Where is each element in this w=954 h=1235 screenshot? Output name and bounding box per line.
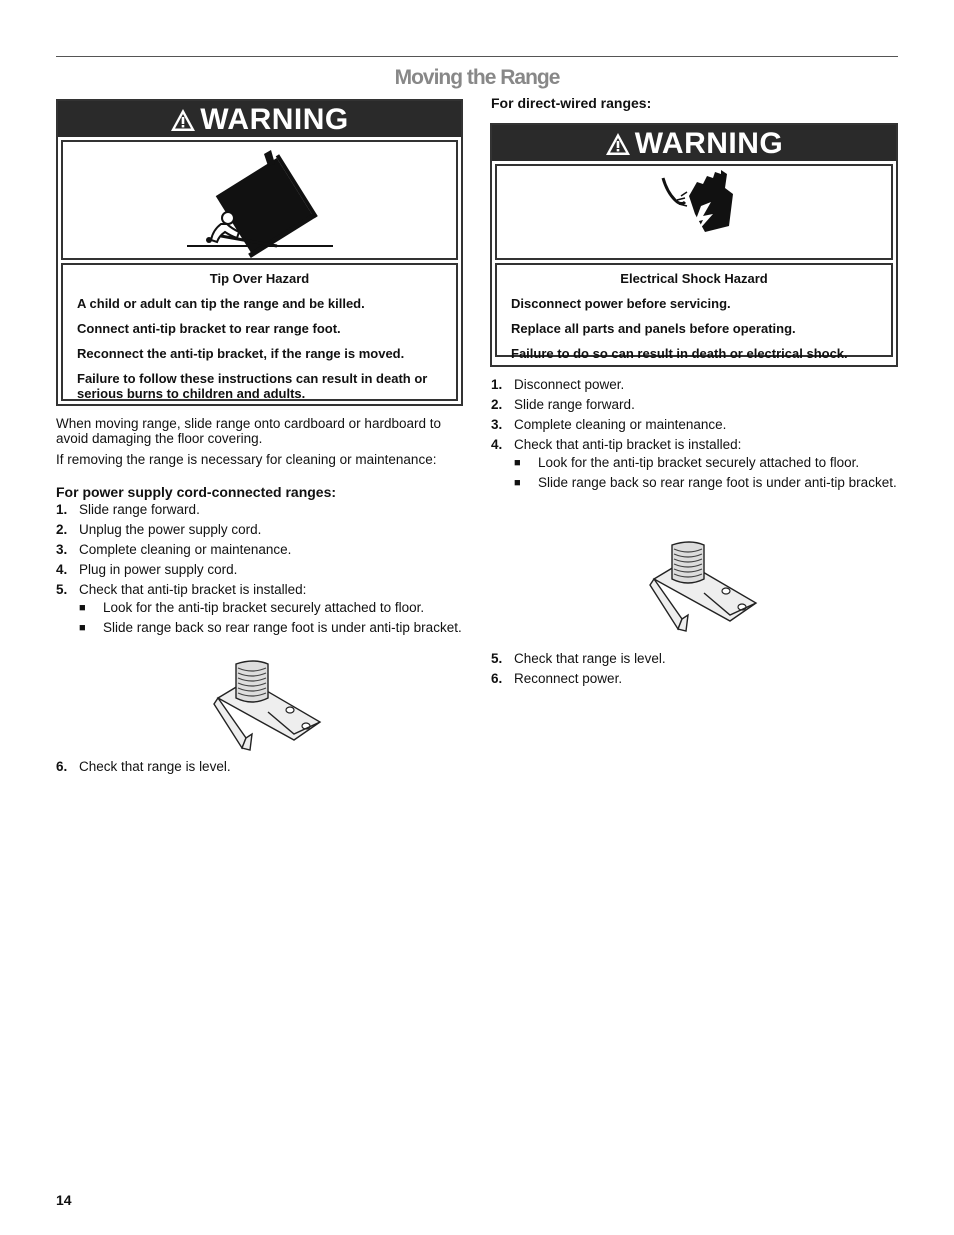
warning-label: WARNING xyxy=(634,127,784,160)
step-item: 3. Complete cleaning or maintenance. xyxy=(56,542,292,557)
tip-over-warning-text xyxy=(61,263,458,401)
cord-connected-steps xyxy=(56,502,464,635)
intro-paragraph: When moving range, slide range onto cardboard or hardboard to avoid damaging the floor covering. xyxy=(56,416,441,446)
anti-tip-bracket-illustration xyxy=(644,541,764,636)
step-item: 4. Check that anti-tip bracket is installed: ■ Look for the anti-tip bracket securely attached to floor. ■ Slide range back so rear range foot is under anti-tip bracket. xyxy=(491,437,899,490)
step-item: 6. Reconnect power. xyxy=(491,671,623,686)
tip-over-illustration xyxy=(61,140,458,260)
hazard-title: Electrical Shock Hazard xyxy=(620,271,768,286)
warning-triangle-icon xyxy=(605,132,631,156)
step-item: 5. Check that anti-tip bracket is installed: ■ Look for the anti-tip bracket securely attached to floor. ■ Slide range back so rear range foot is under anti-tip bracket. xyxy=(56,582,464,635)
warning-line: Reconnect the anti-tip bracket, if the range is moved. xyxy=(77,346,405,361)
anti-tip-bracket-illustration xyxy=(208,660,328,755)
bullet-item: ■ Look for the anti-tip bracket securely attached to floor. xyxy=(514,455,860,470)
bullet-list xyxy=(514,456,899,490)
electric-shock-illustration xyxy=(495,164,893,260)
bullet-item: ■ Slide range back so rear range foot is under anti-tip bracket. xyxy=(79,620,462,635)
intro-paragraph: If removing the range is necessary for cleaning or maintenance: xyxy=(56,452,437,467)
tip-over-warning-box xyxy=(56,99,463,406)
warning-header xyxy=(492,125,896,161)
right-column-steps xyxy=(491,377,899,496)
warning-line: Replace all parts and panels before operating. xyxy=(511,321,796,336)
step-item: 5. Check that range is level. xyxy=(491,651,666,666)
top-rule xyxy=(56,56,898,57)
warning-line: Failure to do so can result in death or electrical shock. xyxy=(511,346,848,361)
square-bullet-icon: ■ xyxy=(79,602,86,614)
bullet-list xyxy=(79,601,464,635)
step-item: 6. Check that range is level. xyxy=(56,759,231,774)
bullet-item: ■ Look for the anti-tip bracket securely attached to floor. xyxy=(79,600,425,615)
warning-line: Connect anti-tip bracket to rear range foot. xyxy=(77,321,341,336)
square-bullet-icon: ■ xyxy=(514,477,521,489)
left-column-text xyxy=(56,416,464,641)
warning-line: A child or adult can tip the range and be killed. xyxy=(77,296,365,311)
page-title: Moving the Range xyxy=(394,66,560,89)
electric-shock-icon xyxy=(497,166,897,258)
square-bullet-icon: ■ xyxy=(79,622,86,634)
warning-triangle-icon xyxy=(170,108,196,132)
step-item: 3. Complete cleaning or maintenance. xyxy=(491,417,727,432)
right-final-steps xyxy=(491,651,899,691)
step-item: 2. Unplug the power supply cord. xyxy=(56,522,262,537)
electrical-warning-text xyxy=(495,263,893,361)
direct-wired-heading: For direct-wired ranges: xyxy=(491,95,652,111)
left-step-6 xyxy=(56,759,464,779)
warning-line: Failure to follow these instructions can result in death or serious burns to children and adults. xyxy=(77,371,428,401)
step-item: 1. Slide range forward. xyxy=(56,502,200,517)
cord-connected-heading: For power supply cord-connected ranges: xyxy=(56,484,337,500)
bullet-item: ■ Slide range back so rear range foot is under anti-tip bracket. xyxy=(514,475,897,490)
step-item: 2. Slide range forward. xyxy=(491,397,635,412)
hazard-title: Tip Over Hazard xyxy=(209,271,310,286)
square-bullet-icon: ■ xyxy=(514,457,521,469)
tip-over-icon xyxy=(63,142,462,258)
electrical-warning-box xyxy=(490,123,898,367)
warning-header xyxy=(58,101,461,137)
step-item: 4. Plug in power supply cord. xyxy=(56,562,238,577)
step-item: 1. Disconnect power. xyxy=(491,377,625,392)
warning-label: WARNING xyxy=(200,103,349,136)
page-number: 14 xyxy=(56,1192,72,1208)
direct-wired-steps xyxy=(491,377,899,490)
warning-line: Disconnect power before servicing. xyxy=(511,296,731,311)
